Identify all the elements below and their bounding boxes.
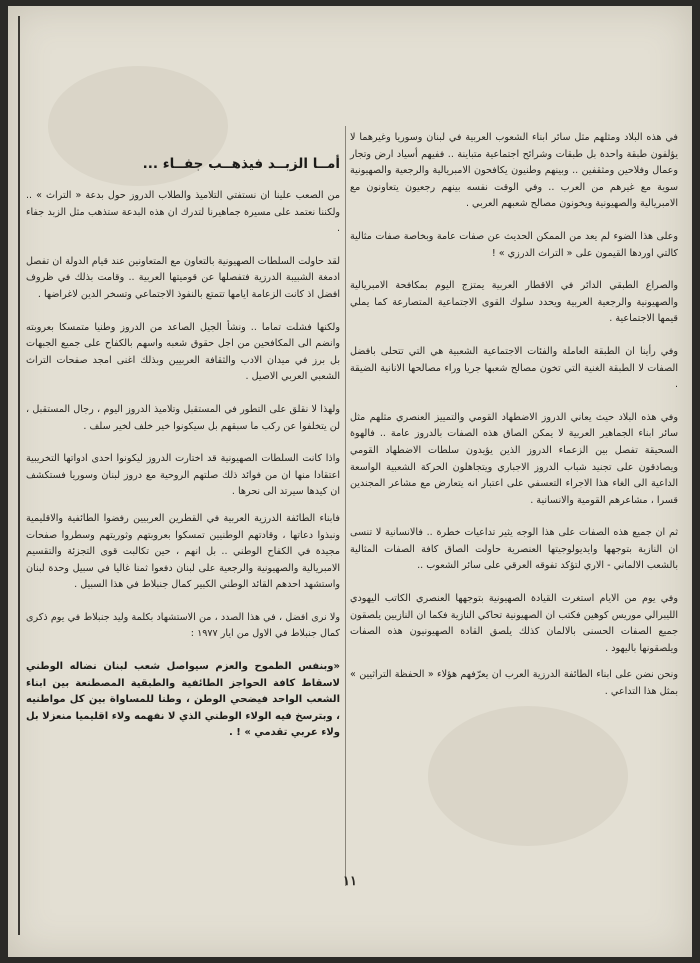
right-column [350,130,678,711]
paragraph: وفي يوم من الايام استغرت القيادة الصهيونية بتوجهها العنصري الكاتب اليهودي الليبرالي موريس كوهين فكتب ان الصهيونية تحاكي النازية فكما ان النازيين يلصقون جميع الصفات الحسنى بالالمان كذلك يلصق القادة الصهيونيون هذه الصفات ويلصقونها باليهود . [350,593,678,654]
article-headline: أمــا الزبــد فيذهــب جفــاء ... [142,156,340,172]
paragraph: والصراع الطبقي الدائر في الاقطار العربية يمتزج اليوم بمكافحة الامبريالية والصهيونية والرجعية العربية ويحدد سلوك القوى الاجتماعية المتصارعة كما يملي قيمها الاجتماعية . [350,280,678,325]
paragraph: ونحن نضن على ابناء الطائفة الدرزية العرب ان يعرّفهم هؤلاء « الحفظة التراثيين » بمثل هذا التداعي . [350,669,678,698]
paragraph: وفي رأينا ان الطبقة العاملة والفئات الاجتماعية الشعبية هي التي تتحلى بافضل الصفات لا الطبقة الغنية التي تخون مصالح شعبها جريا وراء مصالحها الانانية الضيقة . [350,345,678,391]
paragraph: واذا كانت السلطات الصهيونية قد اختارت الدروز ليكونوا احدى ادواتها التخريبية اعتقادا منها ان من فوائد ذلك صلتهم الروحية مع دروز لبنان وسوريا فستكشف ان كيدها سيرتد الى نحرها . [26,453,340,498]
quoted-statement: «وبنفس الطموح والعزم سيواصل شعب لبنان نضاله الوطني لاسقاط كافة الحواجز الطائفية والطبقية المصطنعة بين ابناء الشعب الواحد فيضحي الوطن ، وطنا للمساواة بين كل مواطنيه ، وبترسخ فيه الولاء الوطني الذي لا نفهمه ولاء اقليميا منعزلا بل ولاء عربي تقدمي » ! . [26,661,340,739]
paragraph: ولا نرى افضل ، في هذا الصدد ، من الاستشهاد بكلمة وليد جنبلاط في يوم ذكرى كمال جنبلاط في الاول من ايار ١٩٧٧ : [26,611,340,640]
magazine-page [8,6,692,957]
page-number: ١١ [343,874,357,889]
paragraph: وعلى هذا الضوء لم يعد من الممكن الحديث عن صفات عامة وبخاصة صفات مثالية كالتي اوردها القيمون على « التراث الدرزي » ! [350,230,678,259]
paragraph: ولكنها فشلت تماما .. ونشأ الجيل الصاعد من الدروز وطنيا متمسكا بعروبته وانضم الى المكافحين من اجل حقوق شعبه واسهم بالكفاح على جميع الجبهات بل برز في ميدان الادب والثقافة العربيين وبذلك اغنى امجد صفحات التراث الشعبي العربي الاصيل . [26,321,340,383]
paragraph: فابناء الطائفة الدرزية العربية في القطرين العربيين رفضوا الطائفية والاقليمية ونبذوا دعاتها ، وقادتهم الوطنيين تمسكوا بعروبتهم وثوريتهم وسطروا صفحات مجيدة في الكفاح الوطني .. بل انهم ، حين تكالبت قوى التجزئة والتقسيم الامبريالية والصهيونية والرجعية على لبنان دفعوا ثمنا غاليا في سبيل وحدة لبنان واستشهد احدهم القائد الوطني الكبير كمال جنبلاط في هذا السبيل . [26,512,340,591]
paragraph: لقد حاولت السلطات الصهيونية بالتعاون مع المتعاونين عند قيام الدولة ان تفصل ادمغة الشبيبة الدرزية فتفصلها عن قوميتها العربية .. وقامت بذلك في ظروف افضل اذ كانت الزعامة ايامها تتمتع بالنفوذ الاجتماعي وتسخر الدين لاغراضها . [26,255,340,300]
paragraph: في هذه البلاد ومثلهم مثل سائر ابناء الشعوب العربية في لبنان وسوريا وغيرهما لا يؤلفون طبقة واحدة بل طبقات وشرائح اجتماعية متباينة .. ففيهم أسياد ارض وتجار وعمال وفلاحين ومثقفين .. وبينهم وطنيون يكافحون الامبريالية والرجعية والصهيونية سوية مع غيرهم من العرب .. وفي الوقت نفسه بينهم رجعيون يتعاونون مع الامبريالية والصهيونية ويخونون مصالح شعبهم العربي . [350,132,678,210]
paragraph: وفي هذه البلاد حيث يعاني الدروز الاضطهاد القومي والتمييز العنصري مثلهم مثل سائر ابناء الجماهير العربية لا يمكن الصاق هذه الصفات بالدروز عامة .. فالهوة السحيقة تفصل بين الزعماء الدروز الذين يؤيدون سلطات الاضطهاد القومي ويصادقون على تجنيد شباب الدروز الاجباري ويتجاهلون الحركة الشعبية الواسعة الداعية الى الغاء هذا الاجراء التعسفي على اعتبار انه يتعارض مع مشاعر المجندين قسرا ، مشاعرهم القومية والانسانية . [350,411,678,506]
column-divider [345,126,346,886]
paragraph: ولهذا لا نقلق على التطور في المستقبل وتلاميذ الدروز اليوم ، رجال المستقبل ، لن يتخلفوا عن ركب ما سبقهم بل سيكونوا خير خلف لخير سلف . [26,403,340,432]
left-column [26,188,340,758]
paragraph: ثم ان جميع هذه الصفات على هذا الوجه يثير تداعيات خطرة .. فالانسانية لا تنسى ان النازية بتوجهها وايديولوجيتها العنصرية حاولت الصاق كافة الصفات المثالية بالشعب الالماني - الاري لتؤكد تفوقه العرقي على سائر الشعوب .. [350,527,678,572]
paragraph: من الصعب علينا ان نستفتي التلاميذ والطلاب الدروز حول بدعة « التراث » .. ولكننا نعتمد على مسيرة جماهيرنا لتدرك ان هذه البدعة ستذهب مثل الزبد جفاء . [26,190,340,235]
